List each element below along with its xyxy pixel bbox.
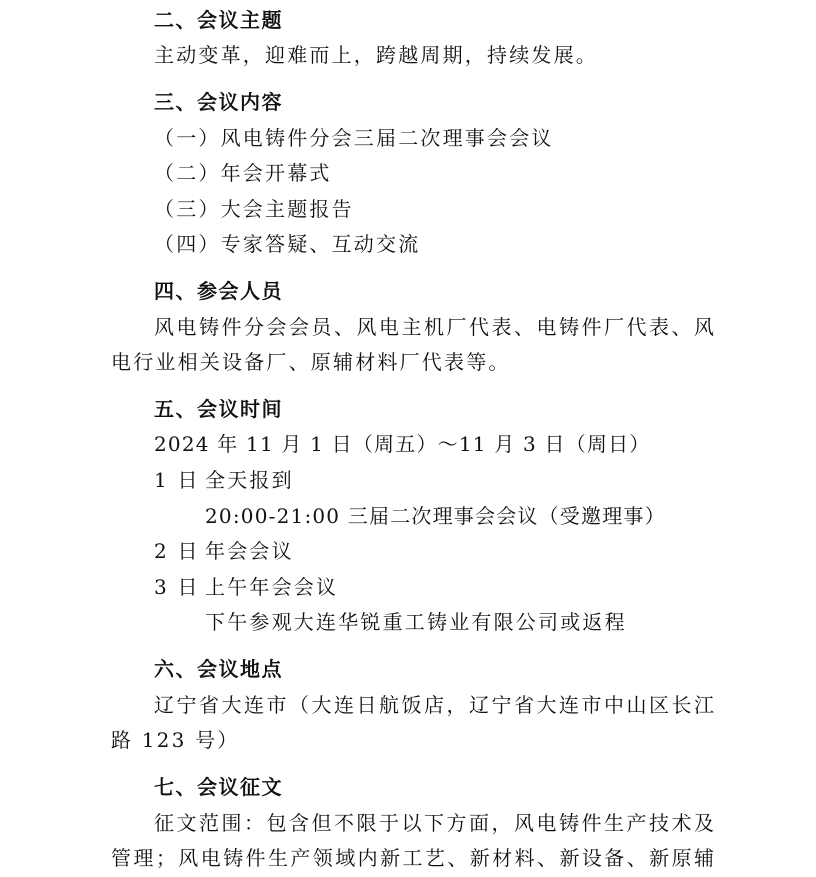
section-heading-venue: 六、会议地点 xyxy=(154,657,283,681)
day2-text: 年会会议 xyxy=(205,539,294,563)
day1-council-meeting: 20:00-21:00 三届二次理事会会议（受邀理事） xyxy=(205,504,666,528)
day2-label: 2 日 xyxy=(154,539,200,563)
venue-text-line-2: 路 123 号） xyxy=(111,728,240,752)
section-heading-meeting-theme: 二、会议主题 xyxy=(154,8,283,32)
day1-text: 全天报到 xyxy=(205,468,294,492)
meeting-dates: 2024 年 11 月 1 日（周五）～11 月 3 日（周日） xyxy=(154,432,651,456)
venue-text-line-1: 辽宁省大连市（大连日航饭店，辽宁省大连市中山区长江 xyxy=(154,693,714,717)
day3-label: 3 日 xyxy=(154,575,200,599)
content-item-2: （二）年会开幕式 xyxy=(154,161,332,185)
attendees-text-line-1: 风电铸件分会会员、风电主机厂代表、电铸件厂代表、风 xyxy=(154,315,714,339)
content-item-1: （一）风电铸件分会三届二次理事会会议 xyxy=(154,126,554,150)
day1-label: 1 日 xyxy=(154,468,200,492)
section-heading-attendees: 四、参会人员 xyxy=(154,279,283,303)
content-item-4: （四）专家答疑、互动交流 xyxy=(154,232,421,256)
attendees-text-line-2: 电行业相关设备厂、原辅材料厂代表等。 xyxy=(111,350,511,374)
meeting-theme-text: 主动变革，迎难而上，跨越周期，持续发展。 xyxy=(154,43,598,67)
call-for-papers-text-line-1: 征文范围：包含但不限于以下方面，风电铸件生产技术及 xyxy=(154,811,714,835)
section-heading-meeting-content: 三、会议内容 xyxy=(154,90,283,114)
day3-afternoon-text: 下午参观大连华锐重工铸业有限公司或返程 xyxy=(205,610,627,634)
section-heading-call-for-papers: 七、会议征文 xyxy=(154,775,283,799)
call-for-papers-text-line-2: 管理；风电铸件生产领域内新工艺、新材料、新设备、新原辅 xyxy=(111,846,714,870)
section-heading-meeting-time: 五、会议时间 xyxy=(154,397,283,421)
content-item-3: （三）大会主题报告 xyxy=(154,197,354,221)
day3-text: 上午年会会议 xyxy=(205,575,339,599)
